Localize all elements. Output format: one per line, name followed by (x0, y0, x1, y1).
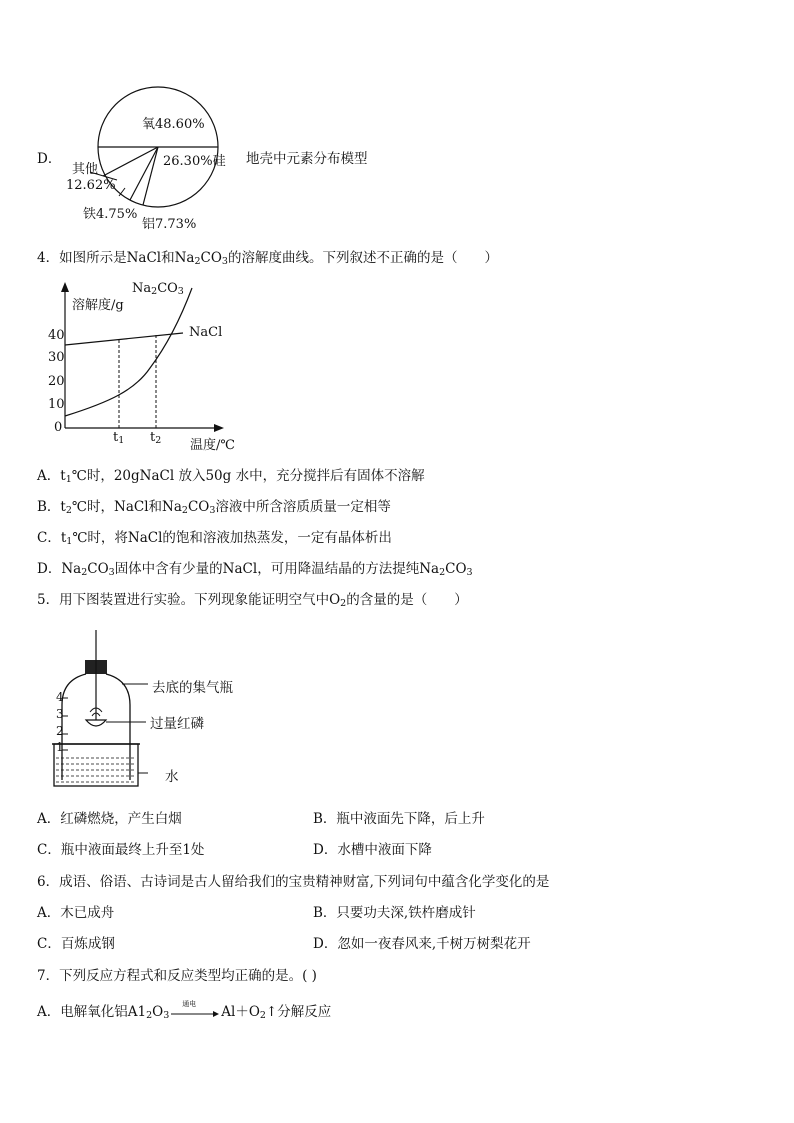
pie-label-oxygen: 氧48.60% (142, 117, 205, 132)
chart-curve-nacl-label: NaCl (189, 325, 223, 340)
q3-option-d-label: D． (37, 151, 62, 167)
q4-stem: 4．如图所示是NaCl和$Na_2CO_3$的溶解度曲线。下列叙述不正确的是（ ） (37, 250, 498, 267)
q5-option-c: C．瓶中液面最终上升至1处 (37, 842, 205, 858)
pie-label-aluminum: 铝7.73% (142, 217, 197, 232)
combustion-spoon (86, 720, 106, 726)
pie-label-other-name: 其他 (72, 162, 99, 177)
q4-option-a: A．$t_1℃$时，20gNaCl 放入50g 水中，充分搅拌后有固体不溶解 (37, 468, 425, 485)
reaction-arrow (169, 999, 221, 1020)
q7-option-a: A．电解氧化铝$A1_2O_3$ 通电 $Al+O_2↑$分解反应 (37, 999, 332, 1021)
q6-option-c: C．百炼成钢 (37, 936, 115, 952)
solubility-chart (40, 280, 240, 450)
q6-option-a: A．木已成舟 (37, 905, 115, 921)
q7-stem: 7．下列反应方程式和反应类型均正确的是。( ) (37, 968, 317, 984)
q4-option-c: C．$t_1℃$时，将NaCl的饱和溶液加热蒸发，一定有晶体析出 (37, 530, 392, 547)
scale-1: 1 (56, 740, 64, 754)
q6-stem: 6．成语、俗语、古诗词是古人留给我们的宝贵精神财富,下列词句中蕴含化学变化的是 (37, 874, 550, 890)
nacl-curve (65, 333, 183, 345)
y-axis-arrow (61, 282, 69, 292)
pie-aluminum-boundary (143, 147, 158, 205)
x-tick-t2: $t_2$ (150, 430, 162, 446)
red-phosphorus-apparatus (50, 630, 170, 790)
q6-option-d: D．忽如一夜春风来,千树万树梨花开 (313, 936, 531, 952)
pie-label-iron: 铁4.75% (83, 207, 138, 222)
chart-y-label: 溶解度/g (72, 298, 124, 313)
y-tick-10: 10 (48, 397, 65, 412)
y-tick-40: 40 (48, 328, 65, 343)
phosphorus-label: 过量红磷 (150, 716, 204, 732)
pie-label-other-value: 12.62% (66, 178, 116, 193)
x-axis-arrow (214, 424, 224, 432)
x-tick-t1: $t_1$ (113, 430, 125, 446)
water (56, 758, 136, 782)
y-tick-20: 20 (48, 374, 65, 389)
q6-option-b: B．只要功夫深,铁杵磨成针 (313, 905, 476, 921)
q5-stem: 5．用下图装置进行实验。下列现象能证明空气中$O_2$的含量的是（ ） (37, 592, 468, 609)
scale-2: 2 (56, 724, 64, 738)
q5-option-b: B．瓶中液面先下降，后上升 (313, 811, 485, 827)
q5-option-d: D．水槽中液面下降 (313, 842, 432, 858)
scale-4: 4 (56, 690, 64, 704)
q5-option-a: A．红磷燃烧，产生白烟 (37, 811, 182, 827)
q3-option-d-caption: 地壳中元素分布模型 (246, 151, 368, 167)
pie-label-silicon: 26.30%硅 (163, 154, 226, 169)
y-tick-30: 30 (48, 350, 65, 365)
scale-3: 3 (56, 707, 64, 721)
water-label: 水 (165, 769, 179, 785)
chart-curve-na2co3-label: $Na_2CO_3$ (132, 281, 184, 297)
reaction-condition: 通电 (182, 999, 197, 1008)
bottle-label: 去底的集气瓶 (152, 680, 233, 696)
y-tick-0: 0 (54, 420, 63, 435)
q4-option-d: D．$Na_2CO_3$固体中含有少量的NaCl，可用降温结晶的方法提纯$Na_2CO_3$ (37, 561, 473, 578)
chart-x-label: 温度/℃ (190, 438, 235, 453)
q4-option-b: B．$t_2℃$时，NaCl和$Na_2CO_3$溶液中所含溶质质量一定相等 (37, 499, 391, 516)
